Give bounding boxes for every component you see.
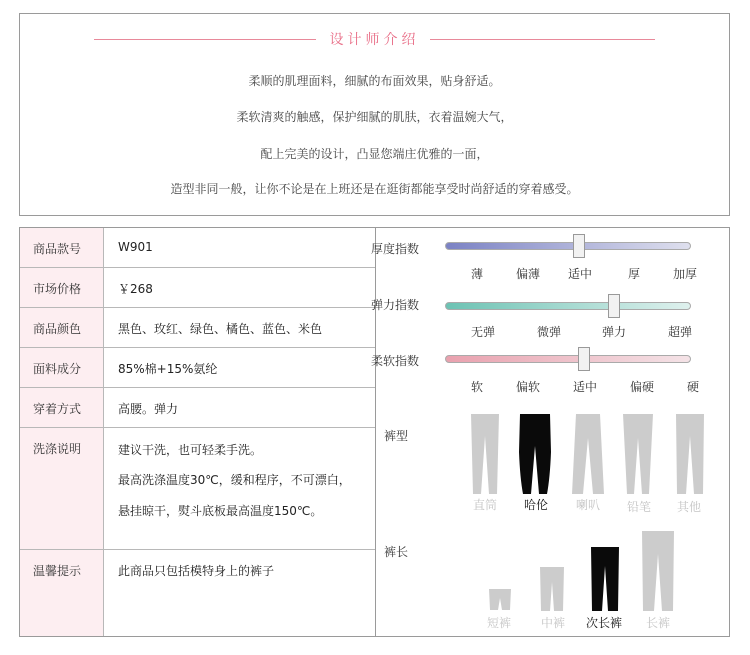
pant-type-caption: 喇叭 (576, 498, 601, 512)
designer-paragraph-4: 造型非同一般，让你不论是在上班还是在逛街都能享受时尚舒适的穿着感受。 (170, 182, 579, 196)
elasticity-tick: 弹力 (602, 325, 627, 339)
pant-type-caption-selected: 哈伦 (524, 498, 549, 512)
spec-value-wash-2: 最高洗涤温度30℃，缓和程序，不可漂白， (118, 473, 351, 487)
thickness-index-label: 厚度指数 (371, 242, 420, 256)
spec-row-fabric (20, 348, 375, 388)
pant-capri-icon (539, 566, 565, 612)
designer-intro-section (19, 13, 730, 216)
spec-label: 穿着方式 (20, 388, 104, 427)
elasticity-slider-track (445, 302, 691, 310)
designer-title-row (20, 29, 729, 49)
elasticity-tick: 超弹 (668, 325, 693, 339)
pant-long-icon (641, 530, 675, 612)
spec-value-wear: 高腰。弹力 (118, 402, 179, 416)
spec-label: 面料成分 (20, 348, 104, 387)
designer-paragraph-1: 柔顺的肌理面料，细腻的布面效果，贴身舒适。 (248, 74, 501, 88)
pant-type-label: 裤型 (384, 429, 409, 443)
spec-row-wear (20, 388, 375, 428)
thickness-slider-track (445, 242, 691, 250)
pant-length-caption: 短裤 (487, 616, 512, 630)
elasticity-tick: 无弹 (471, 325, 496, 339)
softness-slider-track (445, 355, 691, 363)
pant-pencil-icon (622, 412, 654, 496)
softness-tick: 软 (471, 380, 484, 394)
spec-row-wash (20, 428, 375, 550)
pant-type-caption: 直筒 (473, 498, 498, 512)
spec-value-code: W901 (118, 240, 153, 254)
pant-flare-icon (571, 412, 605, 496)
designer-paragraph-3: 配上完美的设计，凸显您端庄优雅的一面， (260, 147, 489, 161)
thickness-tick: 偏薄 (516, 267, 541, 281)
title-divider-right (430, 39, 655, 40)
pant-length-caption: 长裤 (646, 616, 671, 630)
spec-value-fabric: 85%棉+15%氨纶 (118, 362, 218, 376)
spec-label: 商品颜色 (20, 308, 104, 347)
pant-shorts-icon (488, 588, 512, 612)
softness-tick: 偏软 (516, 380, 541, 394)
pant-type-caption: 铅笔 (627, 500, 652, 514)
spec-value-wash-1: 建议干洗，也可轻柔手洗。 (118, 443, 263, 457)
pant-straight-icon (470, 412, 500, 496)
pant-length-caption-selected: 次长裤 (586, 616, 623, 630)
spec-value-tip: 此商品只包括模特身上的裤子 (118, 564, 275, 578)
pant-length-label: 裤长 (384, 545, 409, 559)
spec-label: 商品款号 (20, 228, 104, 267)
designer-paragraph-2: 柔软清爽的触感，保护细腻的肌肤，衣着温婉大气， (236, 110, 513, 124)
spec-value-colors: 黑色、玫红、绿色、橘色、蓝色、米色 (118, 322, 323, 336)
spec-row-colors (20, 308, 375, 348)
spec-label: 温馨提示 (20, 550, 104, 636)
pant-length-caption: 中裤 (541, 616, 566, 630)
spec-row-code (20, 228, 375, 268)
thickness-tick: 薄 (471, 267, 484, 281)
pant-cropped-icon (590, 546, 620, 612)
spec-row-tip (20, 550, 375, 636)
thickness-tick: 适中 (568, 267, 593, 281)
spec-value-wash-3: 悬挂晾干，熨斗底板最高温度150℃。 (118, 504, 323, 518)
softness-slider-knob (578, 347, 590, 371)
spec-value-price: ￥268 (118, 282, 153, 296)
thickness-tick: 加厚 (673, 267, 698, 281)
designer-title: 设计师介绍 (329, 32, 420, 48)
pant-other-icon (675, 412, 705, 496)
pant-type-caption: 其他 (677, 500, 702, 514)
thickness-slider-knob (573, 234, 585, 258)
elasticity-slider-knob (608, 294, 620, 318)
spec-label: 洗涤说明 (20, 428, 104, 549)
spec-table (20, 228, 376, 636)
softness-tick: 硬 (687, 380, 700, 394)
spec-label: 市场价格 (20, 268, 104, 307)
spec-row-price (20, 268, 375, 308)
thickness-tick: 厚 (628, 267, 641, 281)
elasticity-index-label: 弹力指数 (371, 298, 420, 312)
softness-index-label: 柔软指数 (371, 354, 420, 368)
softness-tick: 适中 (573, 380, 598, 394)
elasticity-tick: 微弹 (537, 325, 562, 339)
pant-harem-icon (518, 412, 552, 496)
softness-tick: 偏硬 (630, 380, 655, 394)
